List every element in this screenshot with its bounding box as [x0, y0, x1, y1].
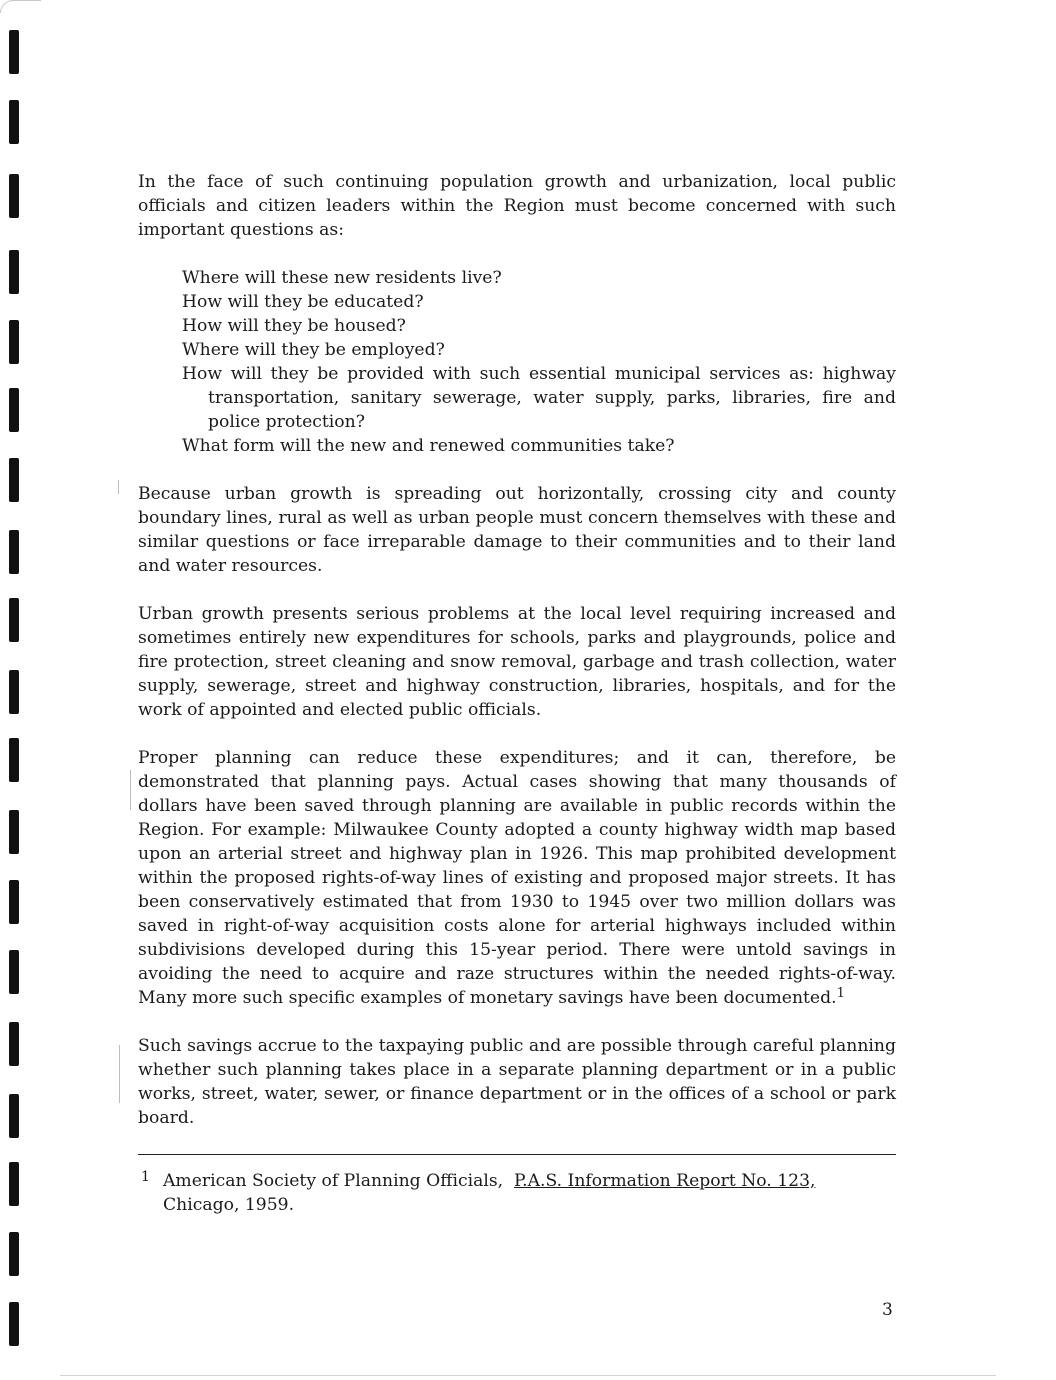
binding-hole: [9, 174, 19, 218]
footnote-title: P.A.S. Information Report No. 123,: [514, 1171, 816, 1191]
binding-hole: [9, 810, 19, 854]
footnote-place: Chicago, 1959.: [163, 1195, 295, 1215]
footnote-author: American Society of Planning Officials,: [163, 1171, 504, 1191]
binding-hole: [9, 598, 19, 642]
scan-margin-mark: [118, 480, 119, 494]
binding-hole: [9, 100, 19, 144]
body-paragraph: [138, 746, 896, 1010]
question-item: How will they be provided with such essential municipal services as: highway transportation, sanitary sewerage, water supply, parks, libraries, fire and police protection?: [182, 364, 896, 432]
binding-hole: [9, 1232, 19, 1276]
scan-margin-mark: [119, 1045, 120, 1103]
page-number: 3: [882, 1300, 893, 1320]
footnote-divider: [138, 1154, 896, 1155]
body-paragraph: Such savings accrue to the taxpaying public and are possible through careful planning whether such planning takes place in a separate planning department or in a public works, street, water, sewer, or finance department or in the offices of a school or park board.: [138, 1036, 896, 1128]
question-item: Where will they be employed?: [182, 340, 445, 360]
question-item: How will they be housed?: [182, 316, 406, 336]
page-bottom-edge: [60, 1375, 996, 1376]
binding-hole: [9, 1302, 19, 1346]
binding-hole: [9, 30, 19, 74]
binding-holes: [9, 0, 23, 1380]
binding-hole: [9, 1162, 19, 1206]
binding-hole: [9, 1094, 19, 1138]
body-paragraph: Because urban growth is spreading out horizontally, crossing city and county boundary lines, rural as well as urban people must concern themselves with these and similar questions or face irreparable damage to their communities and to their land and water resources.: [138, 484, 896, 576]
body-paragraph: Urban growth presents serious problems at the local level requiring increased and sometimes entirely new expenditures for schools, parks and playgrounds, police and fire protection, street cleaning and snow removal, garbage and trash collection, water supply, sewerage, street and highway construction, libraries, hospitals, and for the work of appointed and elected public officials.: [138, 604, 896, 720]
binding-hole: [9, 880, 19, 924]
paragraph-text: Proper planning can reduce these expenditures; and it can, therefore, be demonstrated that planning pays. Actual cases showing that many thousands of dollars have been saved through planning are available in public records within the Region. For example: Milwaukee County adopted a county highway width map based upon an arterial street and highway plan in 1926. This map prohibited development within the proposed rights-of-way lines of existing and proposed major streets. It has been conservatively estimated that from 1930 to 1945 over two million dollars was saved in right-of-way acquisition costs alone for arterial highways included within subdivisions developed during this 15-year period. There were untold savings in avoiding the need to acquire and raze structures within the needed rights-of-way. Many more such specific examples of monetary savings have been documented.: [138, 748, 896, 1008]
footnote-reference: 1: [836, 986, 845, 1001]
question-item: What form will the new and renewed communities take?: [182, 436, 675, 456]
binding-hole: [9, 670, 19, 714]
binding-hole: [9, 458, 19, 502]
scan-margin-mark: [130, 770, 131, 810]
binding-hole: [9, 530, 19, 574]
footnote-number: 1: [141, 1169, 150, 1185]
question-list: [138, 266, 896, 458]
page-body: [138, 170, 896, 1217]
intro-paragraph: In the face of such continuing population growth and urbanization, local public officials and citizen leaders within the Region must become concerned with such important questions as:: [138, 172, 896, 240]
binding-hole: [9, 250, 19, 294]
binding-hole: [9, 1022, 19, 1066]
question-item: How will they be educated?: [182, 292, 424, 312]
binding-hole: [9, 738, 19, 782]
footnote: [138, 1169, 896, 1217]
binding-hole: [9, 950, 19, 994]
question-item: Where will these new residents live?: [182, 268, 502, 288]
binding-hole: [9, 320, 19, 364]
binding-hole: [9, 388, 19, 432]
